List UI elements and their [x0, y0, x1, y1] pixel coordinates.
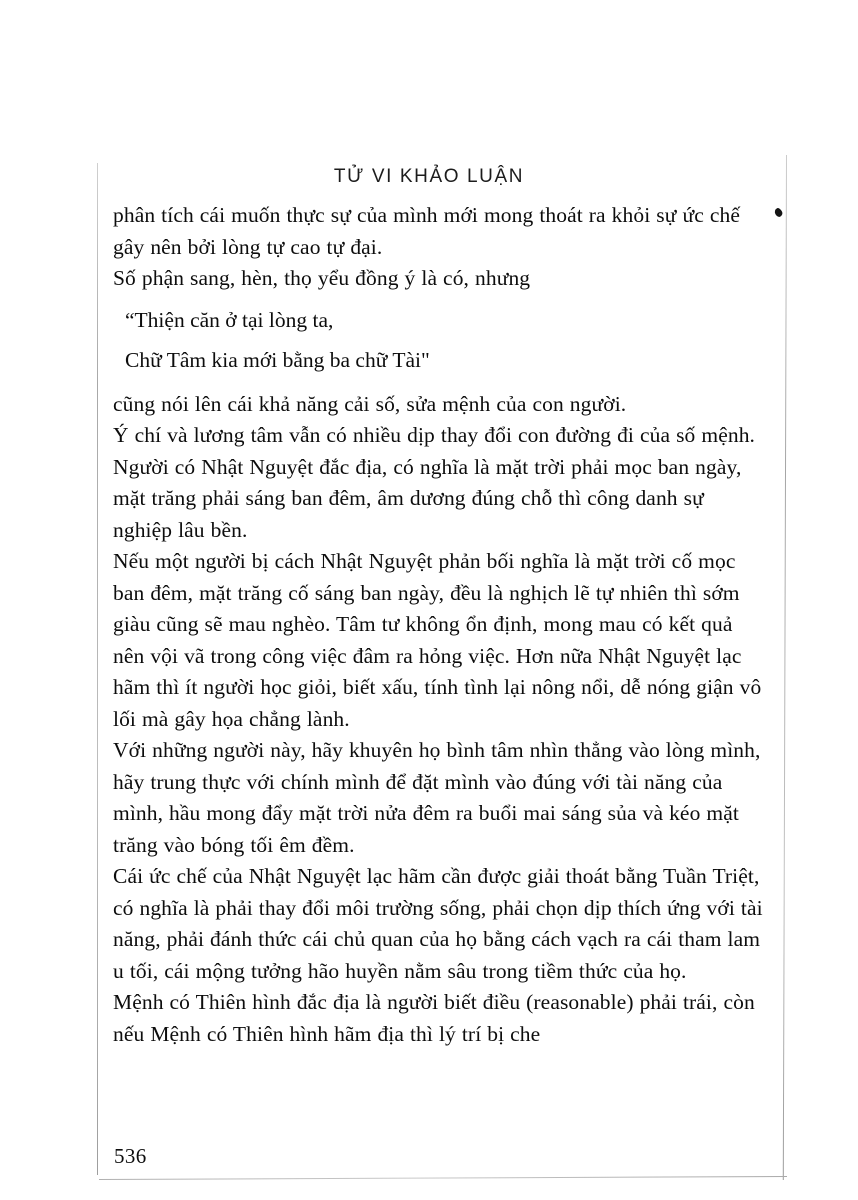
page-number: 536 [114, 1144, 147, 1168]
verse-line-2: Chữ Tâm kia mới bằng ba chữ Tài" [125, 348, 430, 372]
body-text-column [113, 200, 768, 1050]
verse-line-1: “Thiện căn ở tại lòng ta, [125, 307, 334, 332]
paragraph-cai-uc-che: Cái ức chế của Nhật Nguyệt lạc hãm cần được giải thoát bằng Tuần Triệt, có nghĩa là phải thay đổi môi trường sống, phải chọn dịp thích ứng với tài năng, phải đánh thức cái chủ quan của họ bằng cách vạch ra cái tham lam u tối, cái mộng tưởng hão huyền nằm sâu trong tiềm thức của họ. [113, 864, 763, 983]
paragraph-y-chi: Ý chí và lương tâm vẫn có nhiều dịp thay đổi con đường đi của số mệnh. [113, 423, 756, 447]
paragraph-cung-noi-len: cũng nói lên cái khả năng cải số, sửa mệnh của con người. [113, 391, 627, 416]
paragraph-so-phan: Số phận sang, hèn, thọ yểu đồng ý là có, nhưng [113, 266, 531, 290]
scan-edge-left-line [97, 163, 98, 1175]
paragraph-nguoi-co-nhat-nguyet: Người có Nhật Nguyệt đắc địa, có nghĩa là mặt trời phải mọc ban ngày, mặt trăng phải sáng ban đêm, âm dương đúng chỗ thì công danh sự nghiệp lâu bền. [113, 454, 742, 542]
scan-edge-bottom-line [99, 1176, 787, 1180]
paragraph-continuation: phân tích cái muốn thực sự của mình mới mong thoát ra khỏi sự ức chế gây nên bởi lòng tự cao tự đại. [113, 203, 740, 259]
paragraph-neu-mot-nguoi: Nếu một người bị cách Nhật Nguyệt phản bối nghĩa là mặt trời cố mọc ban đêm, mặt trăng cố sáng ban ngày, đều là nghịch lẽ tự nhiên thì sớm giàu cũng sẽ mau nghèo. Tâm tư không ổn định, mong mau có kết quả nên vội vã trong công việc đâm ra hỏng việc. Hơn nữa Nhật Nguyệt lạc hãm thì ít người học giỏi, biết xấu, tính tình lại nông nổi, dễ nóng giận vô lối mà gây họa chẳng lành. [113, 549, 762, 731]
paragraph-voi-nhung-nguoi-nay: Với những người này, hãy khuyên họ bình tâm nhìn thẳng vào lòng mình, hãy trung thực với chính mình để đặt mình vào đúng với tài năng của mình, hầu mong đẩy mặt trời nửa đêm ra buổi mai sáng sủa và kéo mặt trăng vào bóng tối êm đềm. [113, 738, 761, 857]
paragraph-menh-co-thien-hinh: Mệnh có Thiên hình đắc địa là người biết điều (reasonable) phải trái, còn nếu Mệnh có Thiên hình hãm địa thì lý trí bị che [113, 990, 755, 1046]
scan-edge-right-line [783, 155, 787, 1180]
running-header: TỬ VI KHẢO LUẬN [333, 166, 525, 187]
ink-speck-artifact [773, 207, 783, 218]
